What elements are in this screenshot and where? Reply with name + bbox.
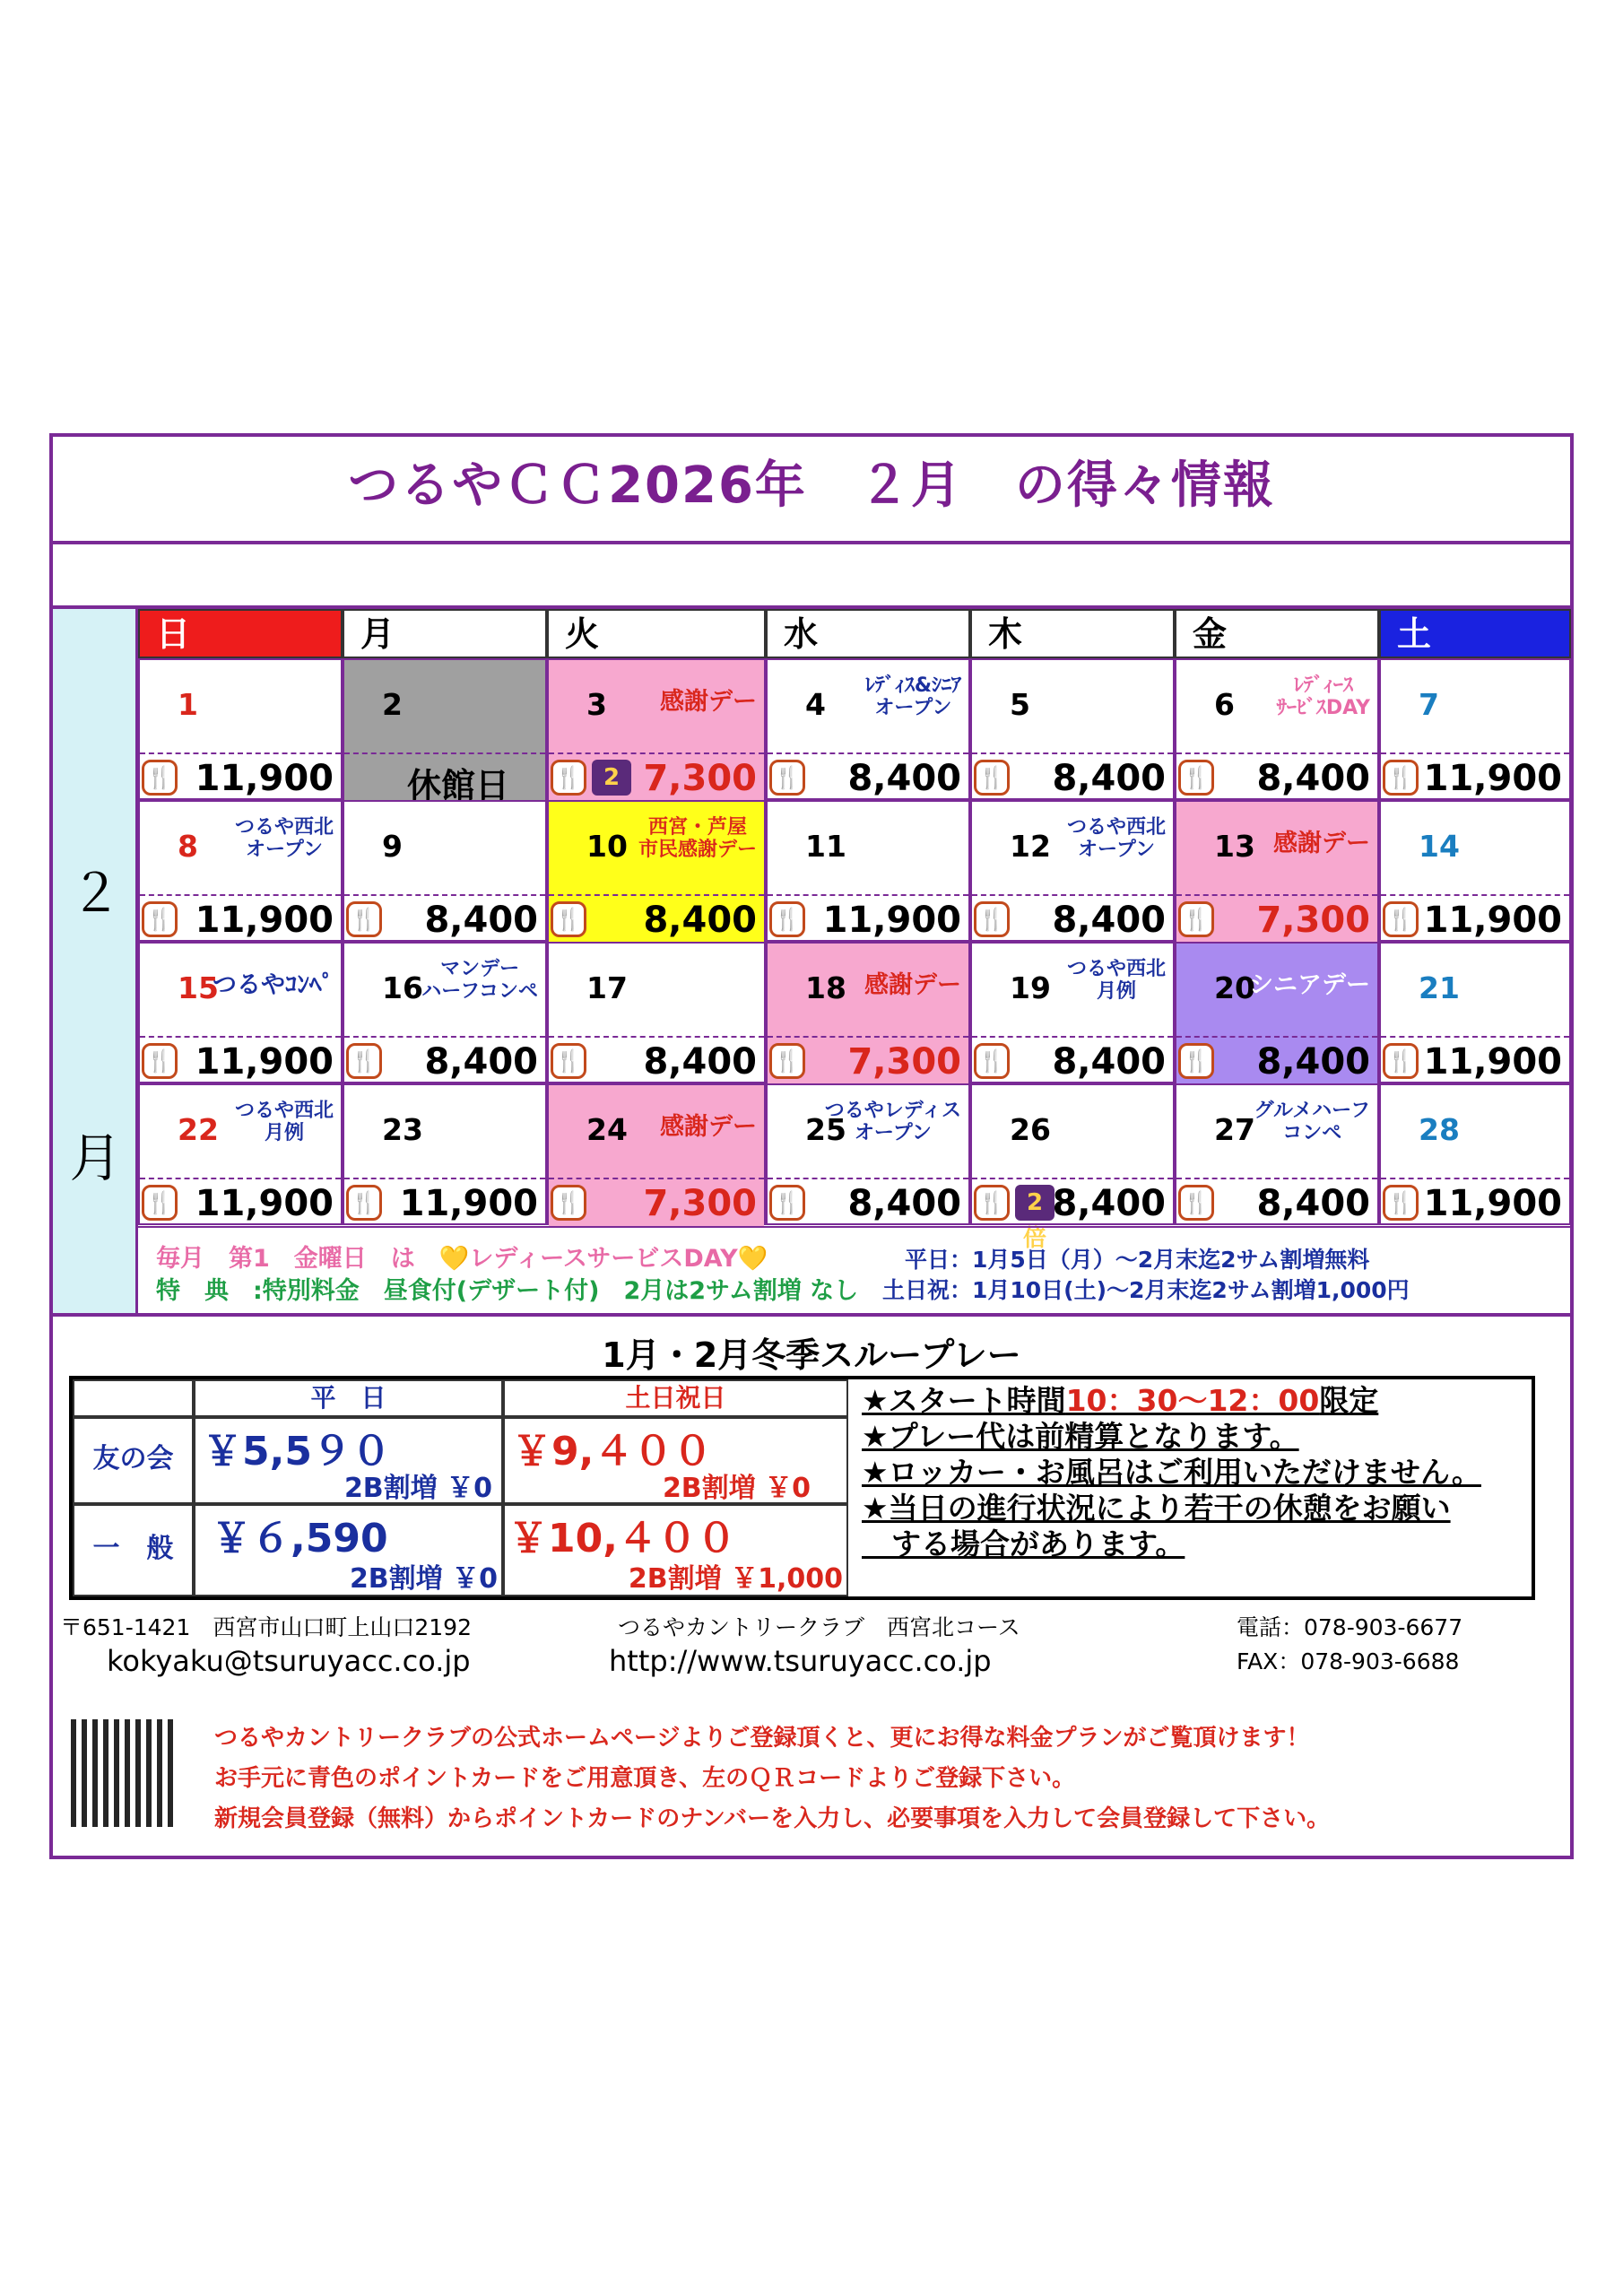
footer — [53, 1594, 1570, 1863]
day-cell — [970, 942, 1175, 1083]
day-cell-top — [972, 660, 1173, 752]
day-cell-bottom — [140, 1178, 341, 1227]
meal-icon: 🍴 — [1383, 1185, 1419, 1221]
day-cell — [766, 1083, 970, 1225]
winter-notes — [862, 1383, 1534, 1562]
weekday-header: 水 — [766, 609, 970, 658]
event-label: つるや西北 月例 — [234, 1100, 334, 1144]
day-number: 11 — [805, 829, 846, 864]
weekend-note: 土日祝：1月10日(土)～2月末迄2サム割増1,000円 — [882, 1277, 1410, 1303]
closed-label: 休館日 — [407, 766, 510, 805]
day-cell — [970, 800, 1175, 942]
day-cell — [547, 800, 766, 942]
day-number: 9 — [382, 829, 403, 864]
day-cell-top — [344, 660, 545, 752]
meal-icon: 🍴 — [1178, 1043, 1214, 1079]
event-label: つるやレディス オープン — [824, 1100, 961, 1144]
day-cell-top — [768, 802, 968, 894]
price-value: ￥5,5９０ — [203, 1429, 391, 1474]
price-value: ￥9,４００ — [512, 1429, 713, 1474]
day-number: 1 — [178, 687, 198, 722]
meal-icon: 🍴 — [1383, 760, 1419, 796]
website-link[interactable]: http://www.tsuruyacc.co.jp — [609, 1644, 992, 1678]
day-cell-top — [549, 660, 764, 752]
day-cell-bottom — [972, 1178, 1173, 1252]
day-cell-top — [344, 802, 545, 894]
event-label: 西宮・芦屋 市民感謝デー — [638, 816, 757, 861]
day-cell — [1379, 1083, 1571, 1225]
price: 8,400 — [847, 1183, 961, 1224]
price-sub: 2B割増 ￥0 — [343, 1473, 492, 1504]
day-cell — [343, 800, 547, 942]
winter-price-box — [69, 1376, 1535, 1600]
price: 8,400 — [424, 1041, 538, 1083]
bullet-locker: ★ロッカー・お風呂はご利用いただけません。 — [862, 1455, 1481, 1490]
bullet-rest: ★当日の進行状況により若干の休憩をお願い — [862, 1491, 1451, 1526]
day-cell-bottom — [768, 1178, 968, 1227]
double-points-badge: 2 — [592, 760, 631, 796]
meal-icon: 🍴 — [974, 1185, 1010, 1221]
col-weekday: 平 日 — [194, 1379, 503, 1417]
day-number: 19 — [1010, 970, 1051, 1005]
day-cell — [970, 658, 1175, 800]
ladies-note: 毎月 第1 金曜日 は 💛レディースサービスDAY💛 — [156, 1245, 768, 1273]
club-name: つるやカントリークラブ 西宮北コース — [618, 1614, 1020, 1640]
day-cell-top — [1381, 802, 1569, 894]
meal-icon: 🍴 — [346, 901, 382, 937]
day-number: 20 — [1214, 970, 1255, 1005]
day-cell-bottom — [344, 894, 545, 944]
day-number: 26 — [1010, 1112, 1051, 1147]
meal-icon: 🍴 — [769, 901, 805, 937]
price-sub: 2B割増 ￥1,000 — [628, 1563, 843, 1595]
day-cell — [1379, 942, 1571, 1083]
weekday-header: 金 — [1175, 609, 1379, 658]
price: 8,400 — [1256, 1041, 1370, 1083]
qr-code-icon[interactable] — [71, 1719, 178, 1827]
price: 11,900 — [195, 1041, 334, 1083]
weekday-header: 土 — [1379, 609, 1571, 658]
day-cell-top — [549, 944, 764, 1036]
bullet-prepay: ★プレー代は前精算となります。 — [862, 1419, 1299, 1454]
weekday-note: 平日：1月5日（月）～2月末迄2サム割増無料 — [905, 1247, 1370, 1273]
day-cell-bottom — [1176, 752, 1377, 802]
price: 11,900 — [1423, 1041, 1562, 1083]
day-number: 8 — [178, 829, 198, 864]
email-link[interactable]: kokyaku@tsuruyacc.co.jp — [107, 1644, 471, 1678]
day-number: 2 — [382, 687, 403, 722]
price: 8,400 — [847, 758, 961, 799]
month-unit: 月 — [69, 1127, 122, 1188]
cell-general-weekday — [194, 1504, 503, 1596]
day-cell-top — [140, 660, 341, 752]
weekday-header: 日 — [138, 609, 343, 658]
row-label-member: 友の会 — [73, 1417, 194, 1504]
price: 8,400 — [643, 1041, 757, 1083]
day-number: 28 — [1419, 1112, 1460, 1147]
day-number: 22 — [178, 1112, 219, 1147]
day-cell-bottom — [1381, 1178, 1569, 1227]
price: 11,900 — [1423, 758, 1562, 799]
day-cell-bottom — [1176, 1036, 1377, 1085]
day-number: 25 — [805, 1112, 846, 1147]
day-number: 4 — [805, 687, 826, 722]
day-cell-bottom — [549, 1178, 764, 1227]
day-cell-top — [1381, 944, 1569, 1036]
price: 11,900 — [195, 1183, 334, 1224]
day-number: 21 — [1419, 970, 1460, 1005]
day-cell-bottom — [1381, 894, 1569, 944]
bullet-rest-cont: する場合があります。 — [862, 1526, 1185, 1561]
day-cell — [343, 1083, 547, 1225]
price: 7,300 — [643, 758, 757, 799]
price: 11,900 — [195, 758, 334, 799]
day-cell — [766, 942, 970, 1083]
day-cell-top — [1176, 802, 1377, 894]
meal-icon: 🍴 — [1383, 1043, 1419, 1079]
meal-icon: 🍴 — [974, 760, 1010, 796]
day-cell-top — [768, 1085, 968, 1178]
day-cell-bottom — [768, 1036, 968, 1085]
promo-line-2: お手元に青色のポイントカードをご用意頂き、左のＱＲコードよりご登録下さい。 — [214, 1765, 1076, 1792]
price: 8,400 — [1256, 1183, 1370, 1224]
day-cell — [766, 800, 970, 942]
event-label: ﾚﾃﾞｨｽ&ｼﾆｱ オープン — [864, 674, 961, 719]
event-label: つるや西北 オープン — [1066, 816, 1166, 861]
day-number: 15 — [178, 970, 219, 1005]
day-cell-bottom — [972, 894, 1173, 944]
price-sub: 2B割増 ￥0 — [662, 1473, 811, 1504]
day-cell-top — [768, 944, 968, 1036]
day-cell — [138, 800, 343, 942]
bullet-start-time: ★スタート時間10：30～12：00限定 — [862, 1383, 1379, 1418]
price: 8,400 — [1052, 1041, 1166, 1083]
day-number: 18 — [805, 970, 846, 1005]
promo-line-3: 新規会員登録（無料）からポイントカードのナンバーを入力し、必要事項を入力して会員登録して下さい。 — [214, 1805, 1331, 1832]
day-cell — [138, 942, 343, 1083]
meal-icon: 🍴 — [551, 1185, 586, 1221]
day-cell-bottom — [549, 894, 764, 944]
day-cell-top — [972, 802, 1173, 894]
day-cell-bottom — [972, 1036, 1173, 1085]
page-title: つるやＣＣ2026年 ２月 の得々情報 — [53, 437, 1570, 544]
winter-title: 1月・2月冬季スループレー — [602, 1335, 1021, 1375]
price: 7,300 — [847, 1041, 961, 1083]
day-cell-bottom — [972, 752, 1173, 802]
day-cell-bottom — [1381, 1036, 1569, 1085]
meal-icon: 🍴 — [346, 1185, 382, 1221]
meal-icon: 🍴 — [974, 1043, 1010, 1079]
address: 〒651-1421 西宮市山口町上山口2192 — [60, 1614, 472, 1640]
meal-icon: 🍴 — [1178, 901, 1214, 937]
fax: FAX：078-903-6688 — [1237, 1648, 1460, 1674]
row-label-general: 一 般 — [73, 1504, 194, 1596]
meal-icon: 🍴 — [142, 760, 178, 796]
day-cell — [343, 942, 547, 1083]
day-number: 5 — [1010, 687, 1030, 722]
blank-row — [53, 544, 1570, 609]
meal-icon: 🍴 — [769, 1185, 805, 1221]
event-label: ﾚﾃﾞｨｰｽ ｻｰﾋﾞｽDAY — [1276, 674, 1370, 719]
day-cell — [766, 658, 970, 800]
day-cell-bottom — [140, 894, 341, 944]
month-column — [53, 609, 138, 1313]
day-cell — [547, 658, 766, 800]
meal-icon: 🍴 — [551, 901, 586, 937]
corner-cell — [73, 1379, 194, 1417]
meal-icon: 🍴 — [346, 1043, 382, 1079]
event-label: 感謝デー — [660, 1113, 757, 1141]
calendar-notes — [138, 1226, 1571, 1315]
price: 11,900 — [1423, 1183, 1562, 1224]
price-value: ￥10,４００ — [508, 1516, 736, 1561]
day-cell — [138, 1083, 343, 1225]
day-number: 23 — [382, 1112, 423, 1147]
day-number: 16 — [382, 970, 423, 1005]
price-sub: 2B割増 ￥0 — [349, 1563, 498, 1595]
price: 11,900 — [1423, 900, 1562, 941]
price: 8,400 — [1256, 758, 1370, 799]
day-cell — [970, 1083, 1175, 1252]
day-cell-top — [344, 944, 545, 1036]
day-cell — [1175, 942, 1379, 1083]
flyer-frame — [49, 433, 1574, 1859]
price: 8,400 — [1052, 900, 1166, 941]
weekday-header: 木 — [970, 609, 1175, 658]
day-cell-bottom — [549, 1036, 764, 1085]
day-cell — [138, 658, 343, 800]
price: 11,900 — [195, 900, 334, 941]
day-cell — [1175, 1083, 1379, 1225]
cell-member-weekend — [503, 1417, 848, 1504]
day-number: 24 — [586, 1112, 628, 1147]
day-cell-bottom — [768, 752, 968, 802]
day-cell-bottom — [1176, 894, 1377, 944]
day-cell — [1379, 658, 1571, 800]
day-number: 6 — [1214, 687, 1235, 722]
winter-section — [53, 1313, 1570, 1595]
day-cell-bottom — [140, 1036, 341, 1085]
day-cell-bottom — [344, 1178, 545, 1227]
day-number: 10 — [586, 829, 628, 864]
day-cell-bottom — [1381, 752, 1569, 802]
meal-icon: 🍴 — [1178, 1185, 1214, 1221]
day-cell-top — [1176, 1085, 1377, 1178]
price: 8,400 — [1052, 758, 1166, 799]
double-points-badge: 2倍 — [1015, 1185, 1055, 1221]
phone: 電話：078-903-6677 — [1237, 1614, 1463, 1640]
promo-line-1: つるやカントリークラブの公式ホームページよりご登録頂くと、更にお得な料金プランがご覧頂けます！ — [214, 1725, 1310, 1752]
day-number: 27 — [1214, 1112, 1255, 1147]
event-label: つるや西北 オープン — [234, 816, 334, 861]
meal-icon: 🍴 — [769, 1043, 805, 1079]
cell-general-weekend — [503, 1504, 848, 1596]
weekday-header: 火 — [547, 609, 766, 658]
day-cell-top — [140, 1085, 341, 1178]
price: 8,400 — [424, 900, 538, 941]
price: 8,400 — [643, 900, 757, 941]
day-cell-bottom — [344, 1036, 545, 1085]
day-cell — [1175, 658, 1379, 800]
event-label: グルメハーフ コンペ — [1254, 1100, 1370, 1144]
day-cell-bottom — [768, 894, 968, 944]
event-label: マンデー ハーフコンペ — [421, 958, 538, 1003]
price: 7,300 — [1256, 900, 1370, 941]
day-cell-top — [972, 944, 1173, 1036]
event-label: シニアデー — [1249, 971, 1370, 999]
price: 7,300 — [643, 1183, 757, 1224]
day-cell-top — [140, 802, 341, 894]
day-number: 3 — [586, 687, 607, 722]
event-label: つるやｺﾝﾍﾟ — [213, 971, 334, 999]
day-cell — [1379, 800, 1571, 942]
day-cell-bottom — [140, 752, 341, 802]
meal-icon: 🍴 — [551, 1043, 586, 1079]
meal-icon: 🍴 — [769, 760, 805, 796]
event-label: つるや西北 月例 — [1066, 958, 1166, 1003]
price: 11,900 — [399, 1183, 538, 1224]
event-label: 感謝デー — [1273, 830, 1370, 857]
meal-icon: 🍴 — [142, 1043, 178, 1079]
event-label: 感謝デー — [864, 971, 961, 999]
day-cell-top — [1381, 660, 1569, 752]
meal-icon: 🍴 — [1383, 901, 1419, 937]
day-number: 17 — [586, 970, 628, 1005]
month-number: ２ — [69, 863, 122, 924]
day-cell-bottom — [344, 752, 545, 805]
meal-icon: 🍴 — [1178, 760, 1214, 796]
day-cell — [547, 1083, 766, 1225]
benefit-note: 特 典 :特別料金 昼食付(デザート付) 2月は2サム割増 なし — [156, 1277, 859, 1305]
price-value: ￥６,590 — [212, 1516, 388, 1561]
day-cell-top — [549, 1085, 764, 1178]
day-cell-top — [140, 944, 341, 1036]
day-cell-top — [1381, 1085, 1569, 1178]
day-cell-top — [549, 802, 764, 894]
day-cell — [343, 658, 547, 805]
day-cell-top — [1176, 660, 1377, 752]
meal-icon: 🍴 — [974, 901, 1010, 937]
col-weekend: 土日祝日 — [503, 1379, 848, 1417]
day-cell — [547, 942, 766, 1083]
weekday-header: 月 — [343, 609, 547, 658]
day-cell-top — [1176, 944, 1377, 1036]
price: 11,900 — [822, 900, 961, 941]
cell-member-weekday — [194, 1417, 503, 1504]
day-number: 14 — [1419, 829, 1460, 864]
day-cell-bottom — [549, 752, 764, 802]
meal-icon: 🍴 — [142, 901, 178, 937]
day-number: 7 — [1419, 687, 1439, 722]
event-label: 感謝デー — [660, 688, 757, 716]
day-cell-bottom — [1176, 1178, 1377, 1227]
day-cell-top — [972, 1085, 1173, 1178]
day-number: 12 — [1010, 829, 1051, 864]
meal-icon: 🍴 — [142, 1185, 178, 1221]
meal-icon: 🍴 — [551, 760, 586, 796]
day-number: 13 — [1214, 829, 1255, 864]
day-cell-top — [768, 660, 968, 752]
day-cell-top — [344, 1085, 545, 1178]
day-cell — [1175, 800, 1379, 942]
price: 8,400 — [1052, 1183, 1166, 1224]
